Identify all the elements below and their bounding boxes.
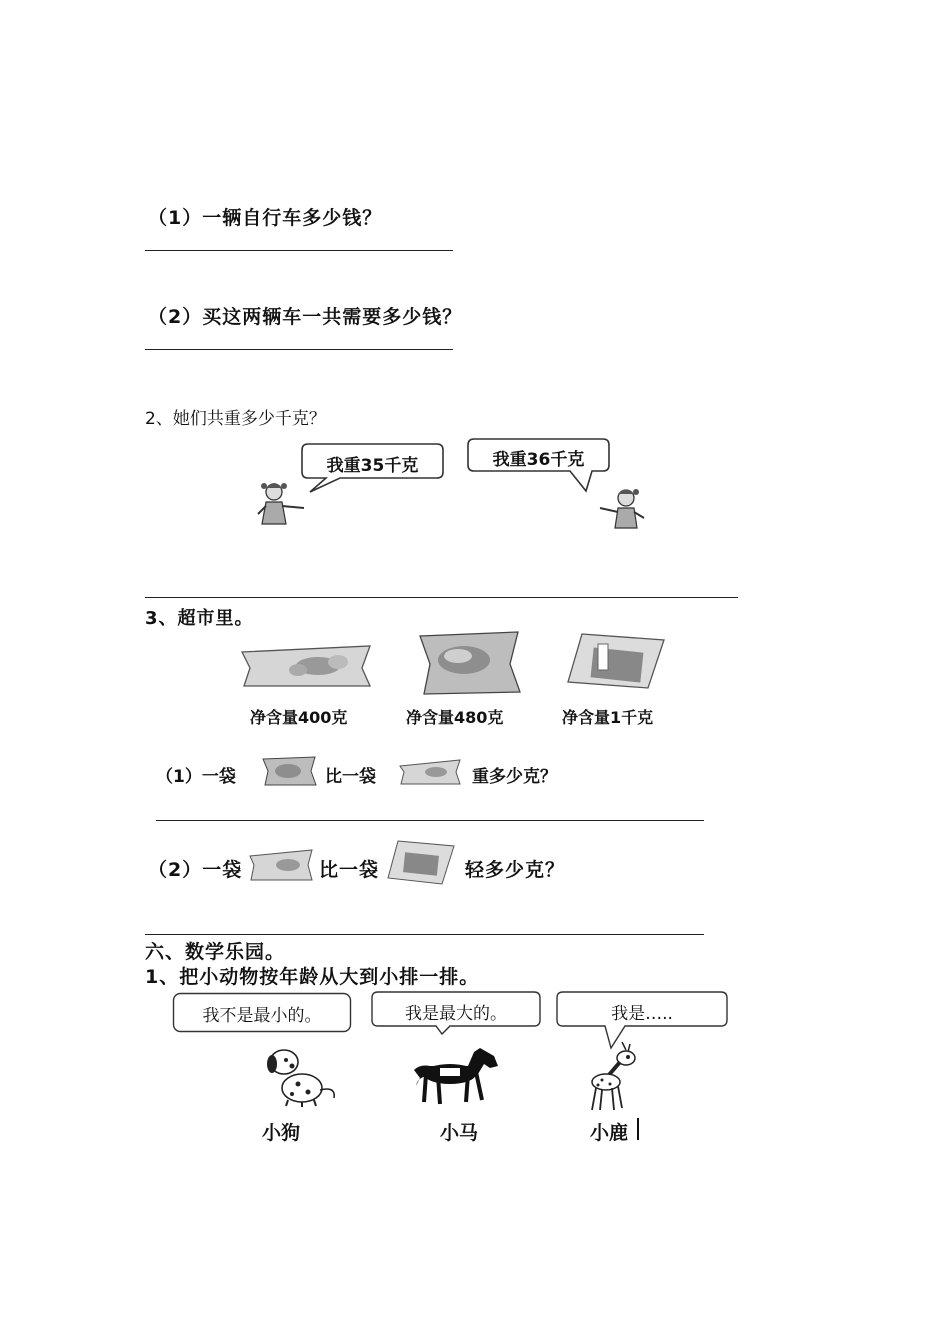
q3-sub2-prefix: （2）一袋 — [148, 859, 243, 881]
q1-sub2-text: （2）买这两辆车一共需要多少钱？ — [148, 306, 463, 328]
animal-speech-bubble — [172, 992, 352, 1034]
q3-sub2-middle: 比一袋 — [319, 859, 380, 881]
section-title: 六、数学乐园。 — [145, 941, 286, 963]
chips-bag-icon — [260, 755, 318, 787]
s6-q1-title: 1、把小动物按年龄从大到小排一排。 — [145, 966, 480, 988]
q3-sub2-suffix: 轻多少克？ — [465, 859, 566, 881]
deer-icon — [584, 1040, 644, 1112]
bubble-text: 我重36千克 — [492, 450, 585, 470]
product-label: 净含量480克 — [406, 708, 504, 727]
q3-title: 3、超市里。 — [145, 608, 254, 629]
answer-line — [156, 820, 704, 821]
girl-left-icon — [252, 478, 312, 528]
horse-icon — [410, 1046, 502, 1108]
q1-sub1-text: （1）一辆自行车多少钱？ — [148, 207, 383, 229]
text-cursor — [637, 1118, 639, 1140]
answer-line — [145, 934, 704, 935]
answer-line — [145, 349, 453, 350]
chips-bag-icon — [414, 630, 524, 696]
q3-sub1-middle: 比一袋 — [325, 767, 376, 787]
nuts-bag-icon — [564, 630, 668, 692]
bubble-text: 我不是最小的。 — [202, 1006, 322, 1026]
speech-bubble-left — [300, 442, 445, 494]
bubble-text: 我是最大的。 — [405, 1004, 507, 1024]
snack-bag-icon — [238, 642, 374, 690]
puppy-icon — [262, 1046, 342, 1108]
girl-right-icon — [594, 486, 650, 530]
q3-sub1-suffix: 重多少克？ — [472, 767, 557, 787]
snack-bag-icon — [398, 758, 462, 786]
animal-name: 小马 — [440, 1122, 479, 1144]
answer-line — [145, 250, 453, 251]
speech-bubble-right — [466, 437, 611, 493]
answer-line — [145, 597, 738, 598]
bubble-text: 我是….. — [611, 1004, 673, 1024]
bubble-text: 我重35千克 — [326, 456, 419, 476]
snack-bag-icon — [248, 848, 314, 882]
animal-speech-bubble — [370, 990, 542, 1036]
animal-name: 小狗 — [262, 1122, 301, 1144]
product-label: 净含量400克 — [250, 708, 348, 727]
nuts-bag-icon — [386, 838, 456, 886]
animal-name: 小鹿 — [590, 1122, 629, 1144]
q3-sub1-prefix: （1）一袋 — [156, 767, 236, 787]
q2-title: 2、她们共重多少千克？ — [145, 409, 326, 429]
product-label: 净含量1千克 — [562, 708, 654, 727]
